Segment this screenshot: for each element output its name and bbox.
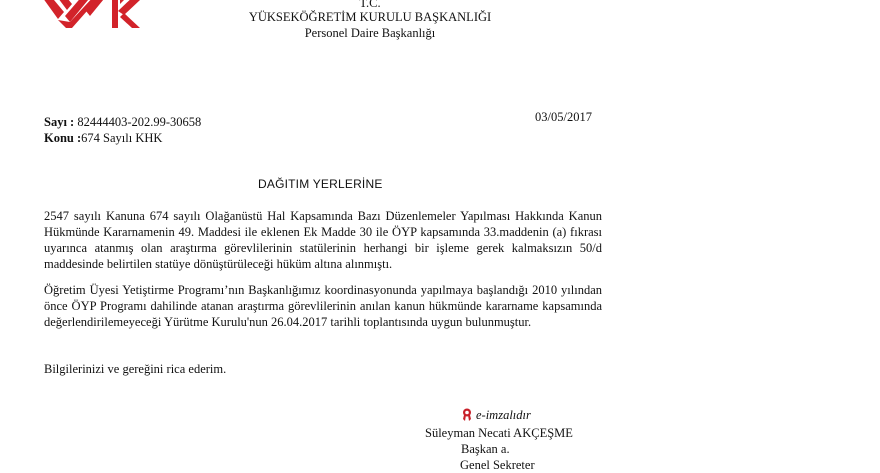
konu-value: 674 Sayılı KHK <box>81 131 163 145</box>
body-paragraph-2: Öğretim Üyesi Yetiştirme Programı’nın Başkanlığımız koordinasyonunda yapılmaya başlandığı 2010 yılından önce ÖYP Programı dahilinde atanan araştırma görevlilerinin anılan kanun hükmünde kararname kapsamında değerlendirilemeyeceği Yürütme Kurulu'nun 26.04.2017 tarihli toplantısında uygun bulunmuştur. <box>44 283 602 329</box>
signatory-title-line-2: Genel Sekreter <box>460 458 535 472</box>
header-republic: T.C. <box>359 0 381 10</box>
signatory-name: Süleyman Necati AKÇEŞME <box>425 426 573 440</box>
distribution-heading: DAĞITIM YERLERİNE <box>258 177 383 191</box>
document-subject <box>44 131 162 146</box>
sayi-value: 82444403-202.99-30658 <box>74 115 202 129</box>
header-organization: YÜKSEKÖĞRETİM KURULU BAŞKANLIĞI <box>248 10 492 24</box>
esignature-label: e-imzalıdır <box>476 408 531 422</box>
esignature-note <box>462 408 531 425</box>
document-date: 03/05/2017 <box>535 110 592 124</box>
document-number <box>44 115 201 130</box>
body-paragraph-1: 2547 sayılı Kanuna 674 sayılı Olağanüstü Hal Kapsamında Bazı Düzenlemeler Yapılması Hakkında Kanun Hükmünde Kararnamenin 49. Maddesi ile eklenen Ek Madde 30 ile ÖYP kapsamında 33.maddenin (a) fıkrası uyarınca atanmış olan araştırma görevlilerinin statülerinin herhangi bir işleme gerek kalmaksızın 50/d maddesinde belirtilen statüye dönüştürüleceği hüküm altına alınmıştı. <box>44 209 602 271</box>
signatory-title-line-1: Başkan a. <box>461 442 510 456</box>
closing-sentence: Bilgilerinizi ve gereğini rica ederim. <box>44 362 227 376</box>
seal-icon <box>462 408 472 425</box>
sayi-label: Sayı : <box>44 115 75 129</box>
yok-logo-icon <box>40 0 140 36</box>
header-department: Personel Daire Başkanlığı <box>304 26 436 40</box>
konu-label: Konu : <box>44 131 82 145</box>
